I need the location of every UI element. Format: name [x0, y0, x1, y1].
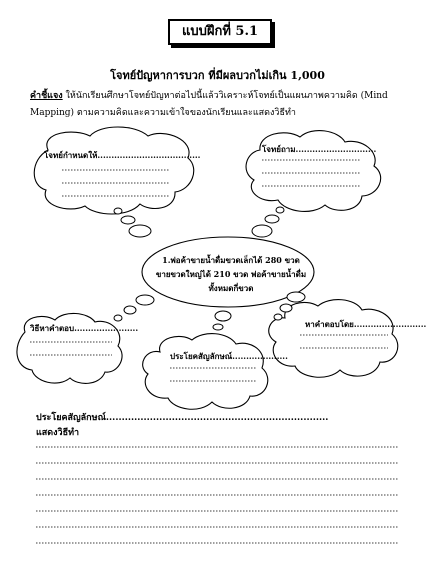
bubble-given-label: โจทย์กำหนดให้..................................... [44, 150, 201, 160]
cloud-given [34, 127, 194, 214]
problem-line-2: ขายขวดใหญ่ได้ 210 ขวด พ่อค้าขายน้ำดื่ม [155, 269, 307, 279]
method-label: แสดงวิธีทำ [36, 428, 80, 438]
bubble-asked-label: โจทย์ถาม............................. [262, 144, 377, 154]
instruction-text: ให้นักเรียนศึกษาโจทย์ปัญหาต่อไปนี้แล้ววิเคราะห์โจทย์เป็นแผนภาพความคิด (Mind Mapping) ตามความคิดและความเข้าใจของนักเรียนและแสดงวิธีทำ [30, 91, 388, 118]
problem-line-3: ทั้งหมดกี่ขวด [208, 283, 254, 293]
sentence-label: ประโยคสัญลักษณ์....................................................................... [36, 413, 329, 423]
bubble-find-label: วิธีหาคำตอบ....................... [30, 323, 139, 333]
answer-lines [36, 447, 398, 543]
instruction-label: คำชี้แจง [30, 91, 63, 101]
problem-line-1: 1.พ่อค้าขายน้ำดื่มขวดเล็กได้ 280 ขวด [162, 255, 300, 265]
cloud-sentence [143, 334, 268, 410]
worksheet-title: แบบฝึกที่ 5.1 [168, 19, 272, 45]
bubble-answer-label: หาคำตอบโดย.......................... [305, 319, 427, 329]
worksheet-heading: โจทย์ปัญหาการบวก ที่มีผลบวกไม่เกิน 1,000 [110, 69, 325, 82]
problem-text [155, 253, 307, 295]
bubble-sentence-label: ประโยคสัญลักษณ์.................... [170, 351, 288, 361]
